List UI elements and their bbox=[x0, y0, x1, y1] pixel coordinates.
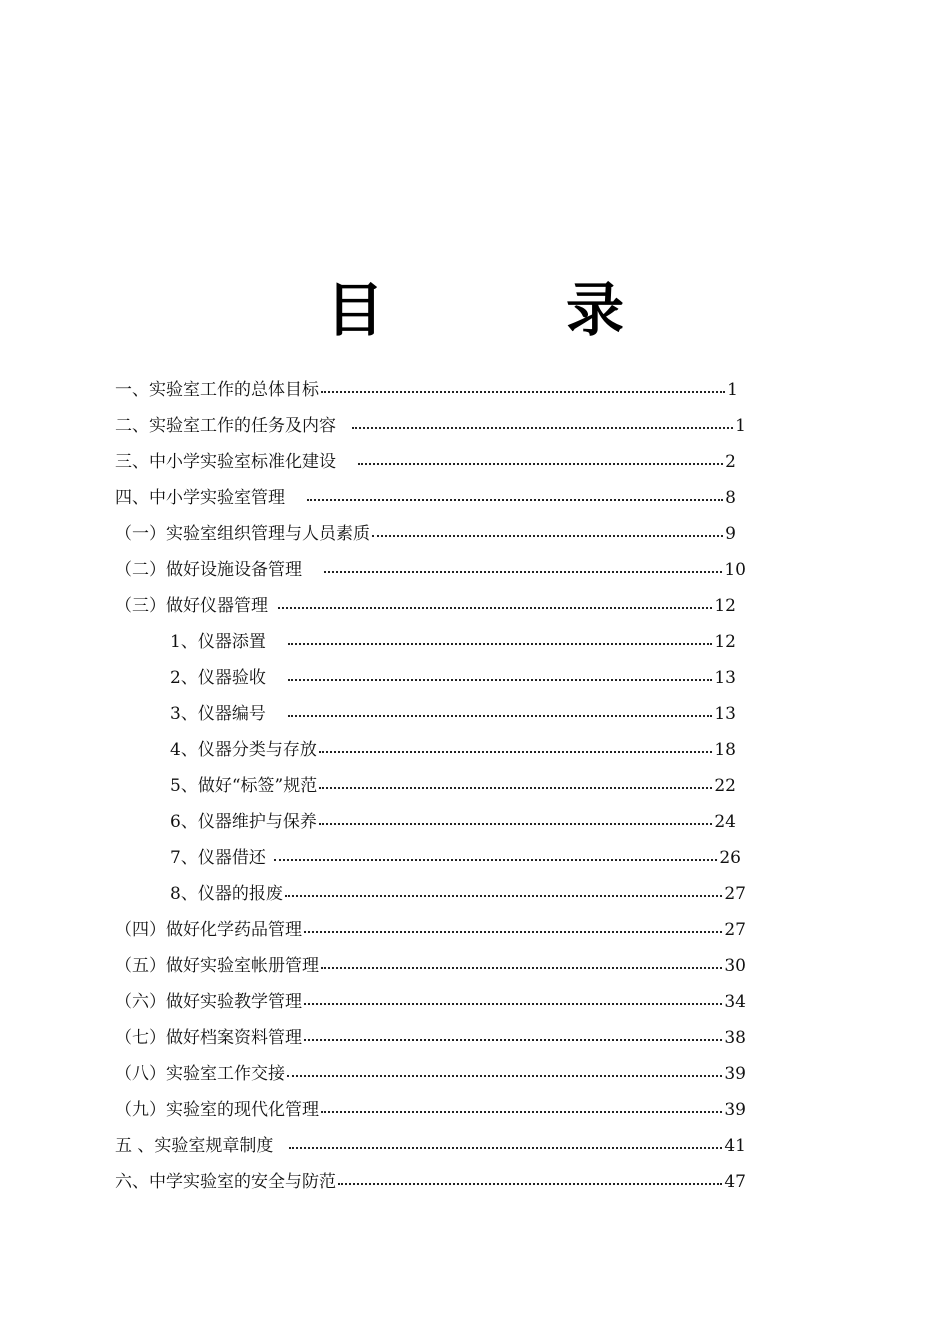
toc-entry bbox=[115, 1020, 746, 1056]
toc-dot-leader bbox=[302, 1020, 723, 1056]
toc-entry-page-number: 1 bbox=[727, 380, 738, 400]
toc-dot-leader bbox=[319, 1092, 723, 1128]
toc-entry-label: （六）做好实验教学管理 bbox=[115, 992, 302, 1012]
toc-dot-leader bbox=[286, 696, 714, 732]
toc-entry-page-number: 27 bbox=[724, 884, 746, 904]
toc-entry-label: 一、实验室工作的总体目标 bbox=[115, 380, 319, 400]
toc-entry-page-number: 26 bbox=[719, 848, 741, 868]
toc-entry bbox=[170, 696, 736, 732]
toc-entry-label: （二）做好设施设备管理 bbox=[115, 560, 302, 580]
toc-entry-page-number: 27 bbox=[724, 920, 746, 940]
toc-entry-page-number: 10 bbox=[724, 560, 746, 580]
toc-entry-page-number: 8 bbox=[725, 488, 736, 508]
toc-dot-leader bbox=[302, 984, 723, 1020]
toc-entry-page-number: 47 bbox=[724, 1172, 746, 1192]
toc-entry-label: 7、仪器借还 bbox=[170, 848, 266, 868]
toc-dot-leader bbox=[356, 444, 724, 480]
toc-dot-leader bbox=[336, 1164, 723, 1200]
toc-dot-leader bbox=[285, 1056, 723, 1092]
toc-entry-label: （八）实验室工作交接 bbox=[115, 1064, 285, 1084]
toc-entry bbox=[115, 408, 746, 444]
toc-dot-leader bbox=[322, 552, 723, 588]
toc-entry-label: 1、仪器添置 bbox=[170, 632, 266, 652]
toc-entry-label: 8、仪器的报废 bbox=[170, 884, 283, 904]
toc-entry bbox=[170, 840, 741, 876]
toc-entry-page-number: 34 bbox=[724, 992, 746, 1012]
toc-entry bbox=[170, 732, 736, 768]
toc-dot-leader bbox=[370, 516, 724, 552]
toc-dot-leader bbox=[317, 732, 714, 768]
toc-entry-page-number: 38 bbox=[724, 1028, 746, 1048]
toc-dot-leader bbox=[319, 372, 726, 408]
toc-dot-leader bbox=[286, 660, 714, 696]
toc-dot-leader bbox=[286, 624, 714, 660]
toc-dot-leader bbox=[272, 840, 719, 876]
toc-entry-page-number: 18 bbox=[714, 740, 736, 760]
toc-entry-label: （五）做好实验室帐册管理 bbox=[115, 956, 319, 976]
toc-entry-page-number: 2 bbox=[725, 452, 736, 472]
toc-entry-page-number: 12 bbox=[714, 632, 736, 652]
page-title: 目 录 bbox=[325, 276, 686, 344]
toc-entry-label: 5、做好“标签”规范 bbox=[170, 776, 318, 796]
toc-entry bbox=[115, 1164, 746, 1200]
toc-dot-leader bbox=[287, 1128, 723, 1164]
toc-entry bbox=[170, 804, 736, 840]
toc-dot-leader bbox=[283, 876, 724, 912]
toc-entry-page-number: 39 bbox=[724, 1064, 746, 1084]
toc-entry-label: 三、中小学实验室标准化建设 bbox=[115, 452, 336, 472]
toc-entry-page-number: 1 bbox=[735, 416, 746, 436]
toc-dot-leader bbox=[350, 408, 734, 444]
toc-dot-leader bbox=[276, 588, 713, 624]
toc-entry-page-number: 22 bbox=[714, 776, 736, 796]
toc-entry bbox=[115, 984, 746, 1020]
toc-entry-label: 2、仪器验收 bbox=[170, 668, 266, 688]
toc-dot-leader bbox=[319, 948, 723, 984]
toc-entry bbox=[115, 516, 736, 552]
toc-entry bbox=[115, 912, 746, 948]
toc-entry-label: （三）做好仪器管理 bbox=[115, 596, 268, 616]
toc-entry bbox=[115, 588, 736, 624]
toc-entry-label: （一）实验室组织管理与人员素质 bbox=[115, 524, 370, 544]
toc-dot-leader bbox=[317, 768, 713, 804]
toc-dot-leader bbox=[317, 804, 714, 840]
toc-entry bbox=[115, 1056, 746, 1092]
toc-entry bbox=[170, 660, 736, 696]
toc-entry bbox=[170, 624, 736, 660]
toc-entry-label: 6、仪器维护与保养 bbox=[170, 812, 317, 832]
toc-entry-page-number: 39 bbox=[724, 1100, 746, 1120]
toc-entry-label: （七）做好档案资料管理 bbox=[115, 1028, 302, 1048]
toc-entry bbox=[115, 444, 736, 480]
toc-dot-leader bbox=[305, 480, 724, 516]
toc-entry-page-number: 41 bbox=[724, 1136, 746, 1156]
toc-entry bbox=[170, 876, 746, 912]
toc-entry bbox=[115, 552, 746, 588]
toc-entry-page-number: 9 bbox=[725, 524, 736, 544]
toc-entry-label: 四、中小学实验室管理 bbox=[115, 488, 285, 508]
toc-entry bbox=[170, 768, 736, 804]
toc-entry-page-number: 12 bbox=[714, 596, 736, 616]
toc-entry-page-number: 30 bbox=[724, 956, 746, 976]
toc-entry-page-number: 24 bbox=[714, 812, 736, 832]
toc-entry bbox=[115, 1128, 746, 1164]
toc-entry-page-number: 13 bbox=[714, 704, 736, 724]
toc-dot-leader bbox=[302, 912, 723, 948]
toc-entry bbox=[115, 480, 736, 516]
toc-entry-label: （九）实验室的现代化管理 bbox=[115, 1100, 319, 1120]
toc-entry bbox=[115, 948, 746, 984]
toc-entry-label: 五 、实验室规章制度 bbox=[115, 1136, 274, 1156]
toc-entry-label: 4、仪器分类与存放 bbox=[170, 740, 317, 760]
toc-entry-label: （四）做好化学药品管理 bbox=[115, 920, 302, 940]
toc-entry bbox=[115, 372, 738, 408]
toc-entry-label: 六、中学实验室的安全与防范 bbox=[115, 1172, 336, 1192]
toc-entry-label: 二、实验室工作的任务及内容 bbox=[115, 416, 336, 436]
toc-entry-page-number: 13 bbox=[714, 668, 736, 688]
toc-entry bbox=[115, 1092, 746, 1128]
toc-entry-label: 3、仪器编号 bbox=[170, 704, 266, 724]
